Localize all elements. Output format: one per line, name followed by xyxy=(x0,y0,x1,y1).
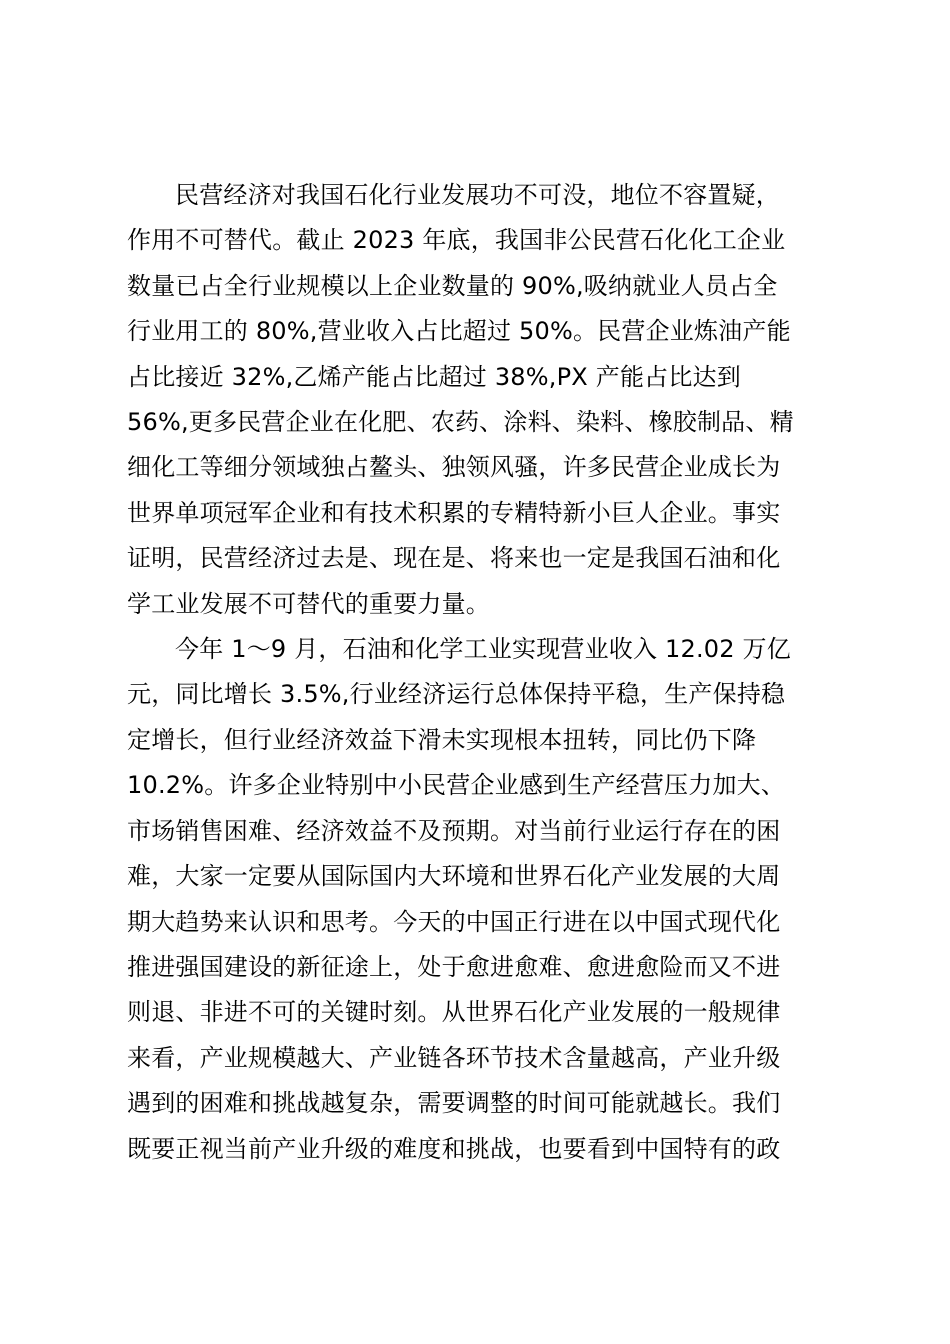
text-line: 民营经济对我国石化行业发展功不可没，地位不容置疑， xyxy=(175,181,780,209)
body-text xyxy=(127,173,833,1172)
text-line: 10.2%。许多企业特别中小民营企业感到生产经营压力加大、 xyxy=(127,771,786,800)
text-line: 难，大家一定要从国际国内大环境和世界石化产业发展的大周 xyxy=(127,862,781,891)
text-line: 学工业发展不可替代的重要力量。 xyxy=(127,589,490,618)
text-line: 来看，产业规模越大、产业链各环节技术含量越高，产业升级 xyxy=(127,1043,781,1072)
paragraph-private-economy xyxy=(127,173,833,627)
text-line: 元，同比增长 3.5%,行业经济运行总体保持平稳，生产保持稳 xyxy=(127,680,786,709)
text-line: 定增长，但行业经济效益下滑未实现根本扭转，同比仍下降 xyxy=(127,725,757,754)
text-line: 行业用工的 80%,营业收入占比超过 50%。民营企业炼油产能 xyxy=(127,317,791,346)
text-line: 细化工等细分领域独占鳌头、独领风骚，许多民营企业成长为 xyxy=(127,453,781,482)
text-line: 56%,更多民营企业在化肥、农药、涂料、染料、橡胶制品、精 xyxy=(127,408,794,437)
text-line: 推进强国建设的新征途上，处于愈进愈难、愈进愈险而又不进 xyxy=(127,952,781,981)
text-line: 今年 1～9 月，石油和化学工业实现营业收入 12.02 万亿 xyxy=(175,635,791,664)
text-line: 世界单项冠军企业和有技术积累的专精特新小巨人企业。事实 xyxy=(127,498,781,527)
paragraph-industry-performance xyxy=(127,627,833,1172)
text-line: 既要正视当前产业升级的难度和挑战，也要看到中国特有的政 xyxy=(127,1134,781,1163)
text-line: 则退、非进不可的关键时刻。从世界石化产业发展的一般规律 xyxy=(127,998,781,1027)
text-line: 期大趋势来认识和思考。今天的中国正行进在以中国式现代化 xyxy=(127,907,781,936)
text-line: 占比接近 32%,乙烯产能占比超过 38%,PX 产能占比达到 xyxy=(127,362,741,391)
text-line: 作用不可替代。截止 2023 年底，我国非公民营石化化工企业 xyxy=(127,226,786,255)
text-line: 证明，民营经济过去是、现在是、将来也一定是我国石油和化 xyxy=(127,544,781,573)
text-line: 遇到的困难和挑战越复杂，需要调整的时间可能就越长。我们 xyxy=(127,1089,781,1118)
text-line: 市场销售困难、经济效益不及预期。对当前行业运行存在的困 xyxy=(127,816,781,845)
text-line: 数量已占全行业规模以上企业数量的 90%,吸纳就业人员占全 xyxy=(127,271,778,300)
